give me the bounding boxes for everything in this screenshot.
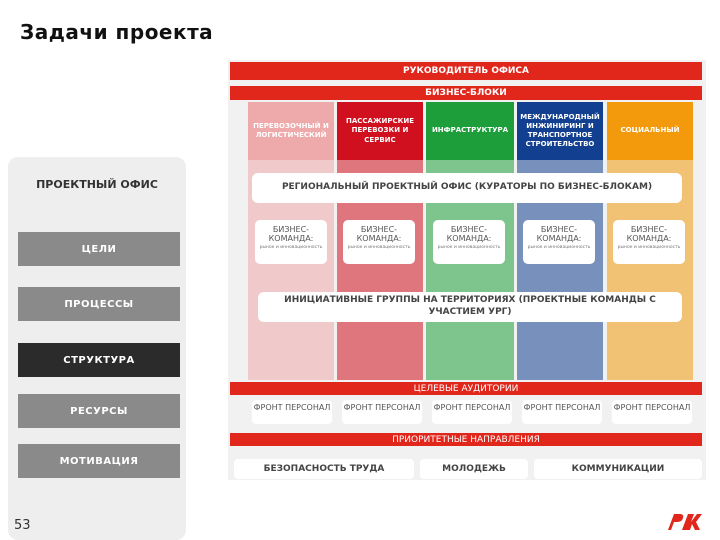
business-block-infrastructure: ИНФРАСТРУКТУРА: [426, 102, 514, 160]
business-team-subtitle: рынок и инновационность: [437, 245, 501, 251]
priority-youth: МОЛОДЕЖЬ: [420, 459, 528, 479]
nav-processes-button[interactable]: ПРОЦЕССЫ: [18, 287, 180, 321]
business-block-logistics: ПЕРЕВОЗОЧНЫЙ И ЛОГИСТИЧЕСКИЙ: [248, 102, 334, 160]
business-team-subtitle: рынок и инновационность: [527, 245, 591, 251]
business-team-card: [613, 220, 685, 264]
initiative-groups: ИНИЦИАТИВНЫЕ ГРУППЫ НА ТЕРРИТОРИЯХ (ПРОЕКТНЫЕ КОМАНДЫ С УЧАСТИЕМ УРГ): [258, 292, 682, 322]
nav-resources-button[interactable]: РЕСУРСЫ: [18, 394, 180, 428]
front-personnel: ФРОНТ ПЕРСОНАЛ: [342, 400, 422, 424]
business-block-passenger: ПАССАЖИРСКИЕ ПЕРЕВОЗКИ И СЕРВИС: [337, 102, 423, 160]
business-team-subtitle: рынок и инновационность: [347, 245, 411, 251]
business-blocks-bar: БИЗНЕС-БЛОКИ: [230, 86, 702, 100]
business-team-title: БИЗНЕС-КОМАНДА:: [268, 225, 314, 244]
target-audiences-bar: ЦЕЛЕВЫЕ АУДИТОРИИ: [230, 382, 702, 395]
rzd-logo: [664, 508, 706, 534]
business-team-title: БИЗНЕС-КОМАНДА:: [536, 225, 582, 244]
front-personnel: ФРОНТ ПЕРСОНАЛ: [612, 400, 692, 424]
rzd-logo-icon: [664, 508, 706, 534]
business-team-card: [343, 220, 415, 264]
nav-goals-button[interactable]: ЦЕЛИ: [18, 232, 180, 266]
head-of-office-bar: РУКОВОДИТЕЛЬ ОФИСА: [230, 62, 702, 80]
project-office-heading: ПРОЕКТНЫЙ ОФИС: [36, 178, 158, 191]
business-team-title: БИЗНЕС-КОМАНДА:: [626, 225, 672, 244]
business-team-title: БИЗНЕС-КОМАНДА:: [446, 225, 492, 244]
regional-project-office: РЕГИОНАЛЬНЫЙ ПРОЕКТНЫЙ ОФИС (КУРАТОРЫ ПО БИЗНЕС-БЛОКАМ): [252, 173, 682, 203]
business-team-card: [433, 220, 505, 264]
business-block-international: МЕЖДУНАРОДНЫЙ ИНЖИНИРИНГ И ТРАНСПОРТНОЕ СТРОИТЕЛЬСТВО: [517, 102, 603, 160]
business-block-social: СОЦИАЛЬНЫЙ: [607, 102, 693, 160]
page-title: Задачи проекта: [20, 20, 214, 44]
priority-communications: КОММУНИКАЦИИ: [534, 459, 702, 479]
nav-motivation-button[interactable]: МОТИВАЦИЯ: [18, 444, 180, 478]
page-number: 53: [14, 518, 31, 533]
priority-directions-bar: ПРИОРИТЕТНЫЕ НАПРАВЛЕНИЯ: [230, 433, 702, 446]
priority-labor-safety: БЕЗОПАСНОСТЬ ТРУДА: [234, 459, 414, 479]
business-team-card: [523, 220, 595, 264]
business-team-card: [255, 220, 327, 264]
business-team-title: БИЗНЕС-КОМАНДА:: [356, 225, 402, 244]
nav-structure-button[interactable]: СТРУКТУРА: [18, 343, 180, 377]
front-personnel: ФРОНТ ПЕРСОНАЛ: [252, 400, 332, 424]
business-team-subtitle: рынок и инновационность: [259, 245, 323, 251]
front-personnel: ФРОНТ ПЕРСОНАЛ: [432, 400, 512, 424]
front-personnel: ФРОНТ ПЕРСОНАЛ: [522, 400, 602, 424]
business-team-subtitle: рынок и инновационность: [617, 245, 681, 251]
